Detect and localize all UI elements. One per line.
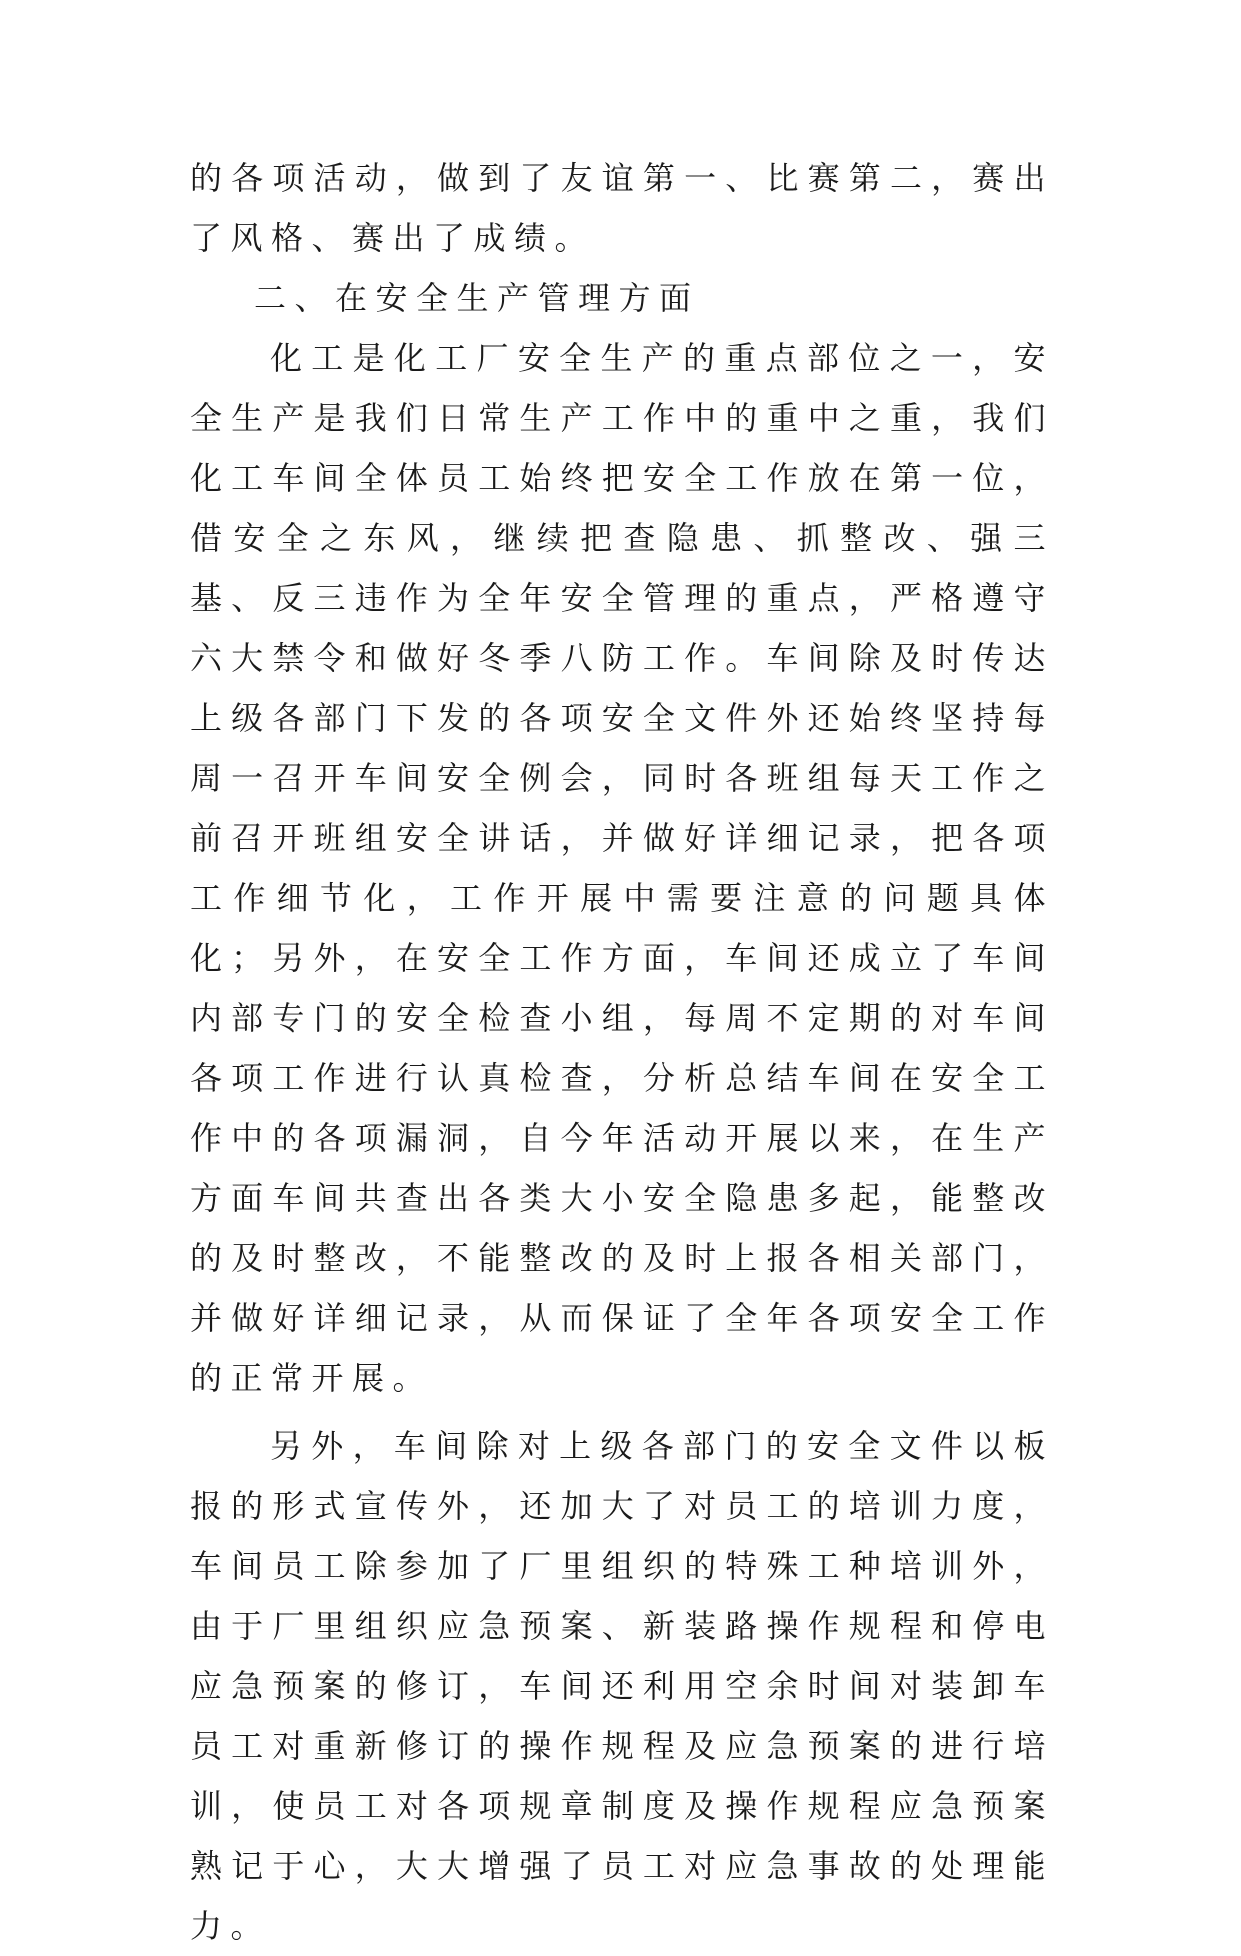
paragraph-safety-management: 化工是化工厂安全生产的重点部位之一，安全生产是我们日常生产工作中的重中之重，我们化工车间全体员工始终把安全工作放在第一位，借安全之东风，继续把查隐患、抓整改、强三基、反三违作为全年安全管理的重点，严格遵守六大禁令和做好冬季八防工作。车间除及时传达上级各部门下发的各项安全文件外还始终坚持每周一召开车间安全例会，同时各班组每天工作之前召开班组安全讲话，并做好详细记录，把各项工作细节化，工作开展中需要注意的问题具体化；另外，在安全工作方面，车间还成立了车间内部专门的安全检查小组，每周不定期的对车间各项工作进行认真检查，分析总结车间在安全工作中的各项漏洞，自今年活动开展以来，在生产方面车间共查出各类大小安全隐患多起，能整改的及时整改，不能整改的及时上报各相关部门，并做好详细记录，从而保证了全年各项安全工作的正常开展。: [190, 339, 1054, 1397]
paragraph-continuation: 的各项活动，做到了友谊第一、比赛第二，赛出了风格、赛出了成绩。: [190, 159, 1054, 257]
document-page: [190, 148, 1054, 1956]
paragraph-training: 另外，车间除对上级各部门的安全文件以板报的形式宣传外，还加大了对员工的培训力度，车间员工除参加了厂里组织的特殊工种培训外，由于厂里组织应急预案、新装路操作规程和停电应急预案的修订，车间还利用空余时间对装卸车员工对重新修订的操作规程及应急预案的进行培训，使员工对各项规章制度及操作规程应急预案熟记于心，大大增强了员工对应急事故的处理能力。: [190, 1427, 1054, 1945]
section-heading: 二、在安全生产管理方面: [254, 279, 700, 317]
